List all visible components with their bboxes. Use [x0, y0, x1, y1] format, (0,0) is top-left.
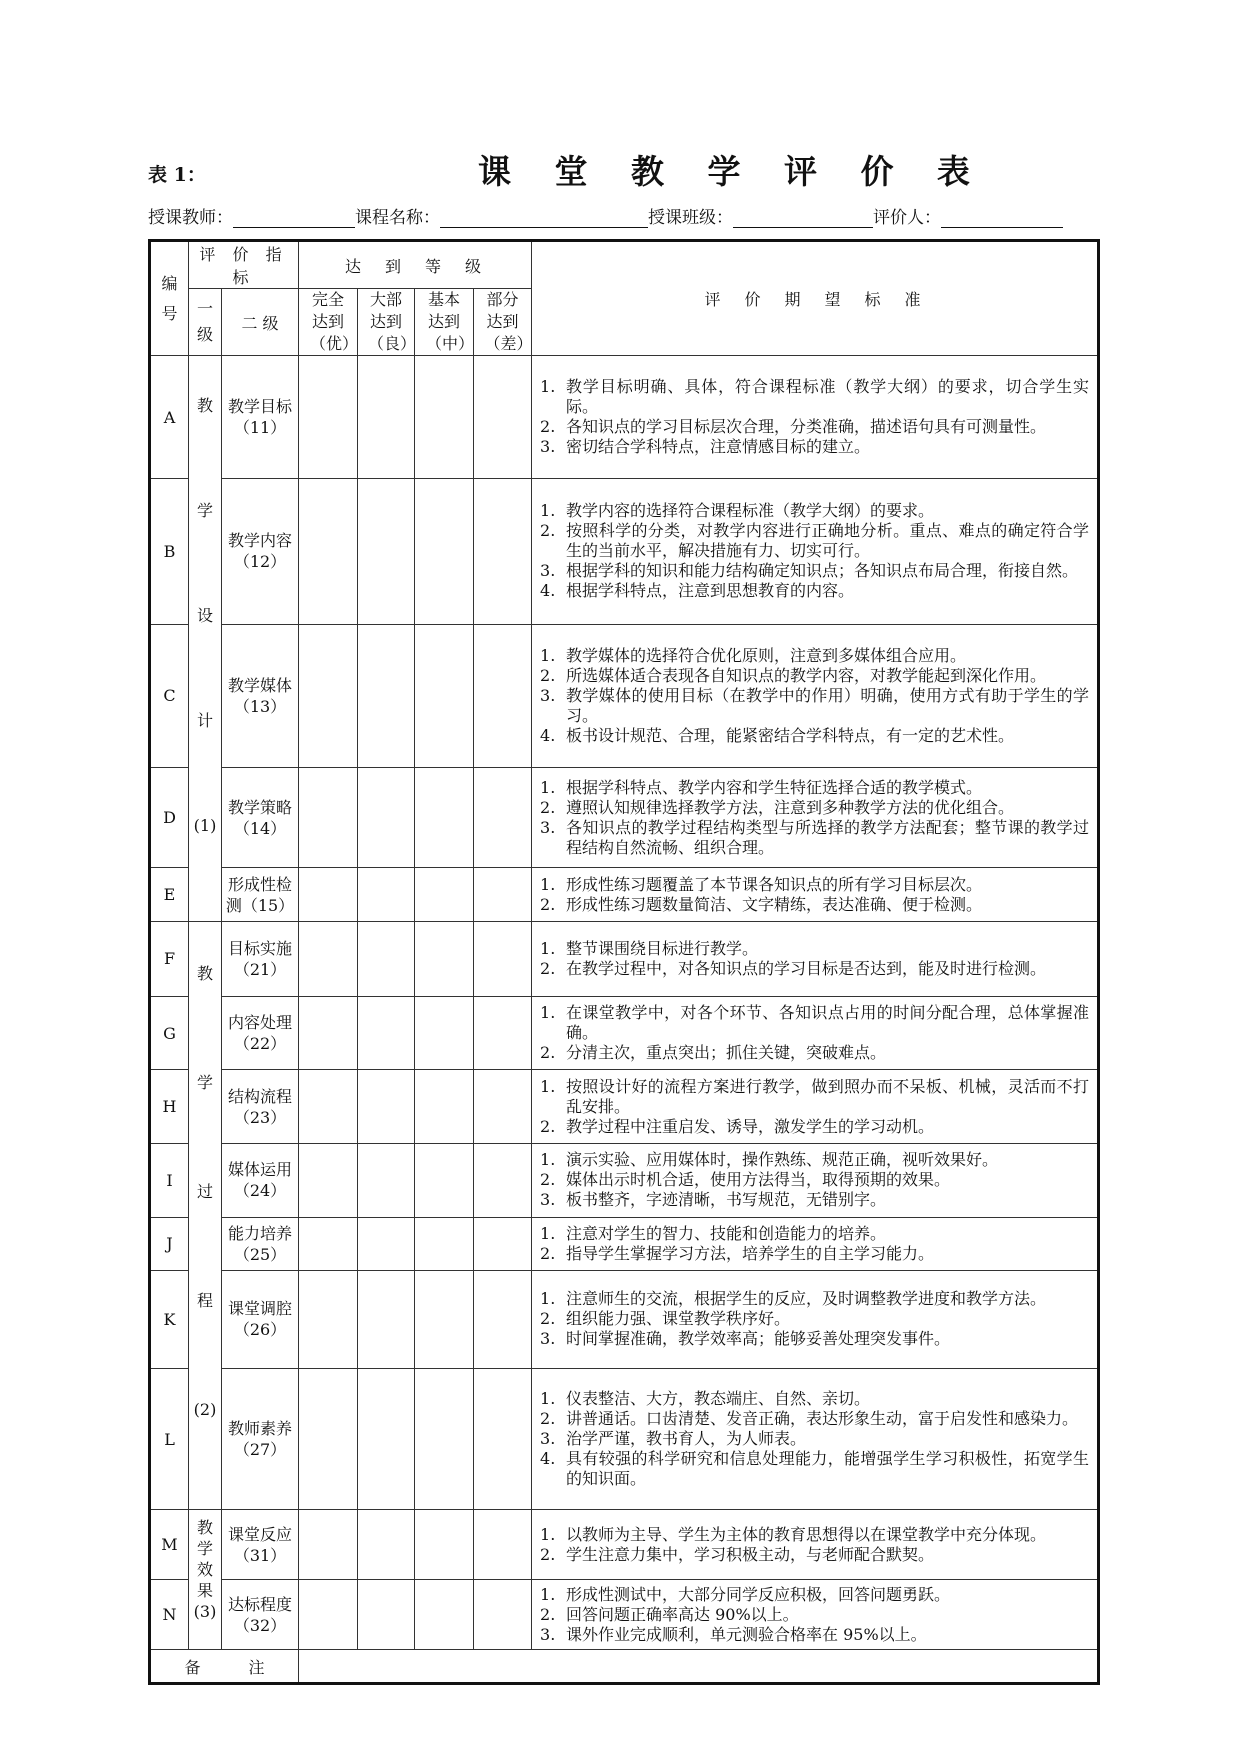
- standard-item-text: 形成性练习题覆盖了本节课各知识点的所有学习目标层次。: [566, 874, 983, 894]
- standard-cell: [532, 479, 1099, 625]
- grade-b-cell[interactable]: [358, 1217, 415, 1270]
- col-grade-a-header: [299, 289, 358, 356]
- table-row: [150, 922, 1099, 997]
- group-char: 计: [196, 711, 213, 730]
- standard-item: [540, 1584, 1089, 1605]
- page-title: 课 堂 教 学 评 价 表: [478, 152, 986, 191]
- course-blank[interactable]: [440, 209, 648, 228]
- standard-item-text: 仪表整洁、大方，教态端庄、自然、亲切。: [566, 1389, 871, 1409]
- standard-item-text: 媒体出示时机合适，使用方法得当，取得预期的效果。: [566, 1170, 951, 1190]
- standard-item-text: 各知识点的学习目标层次合理，分类准确，描述语句具有可测量性。: [566, 417, 1047, 437]
- standard-list: [540, 1289, 1089, 1349]
- standard-item-number: 2.: [540, 521, 556, 541]
- standard-item: [540, 417, 1089, 437]
- row-id: H: [150, 1070, 189, 1144]
- standard-item-text: 课外作业完成顺利，单元测验合格率在 95%以上。: [566, 1624, 927, 1644]
- group-char: (3): [193, 1602, 217, 1621]
- row-sub-indicator: 能力培养（25）: [222, 1217, 299, 1270]
- evaluator-label: 评价人：: [873, 208, 941, 228]
- standard-list: [540, 1150, 1089, 1210]
- col-grade-c-header: [415, 289, 474, 356]
- grade-d-cell[interactable]: [474, 1580, 532, 1650]
- standard-item: [540, 1116, 1089, 1137]
- standard-item: [540, 561, 1089, 581]
- standard-item: [540, 1389, 1089, 1409]
- group-char: 教: [196, 1518, 213, 1537]
- standard-cell: [532, 1143, 1099, 1217]
- table-row: [150, 996, 1099, 1070]
- standard-item-number: 4.: [540, 1449, 556, 1469]
- col-grade-d-header: [474, 289, 532, 356]
- grade-a-cell[interactable]: [299, 1070, 358, 1144]
- standard-list: [540, 377, 1090, 457]
- standard-item: [540, 1409, 1089, 1429]
- grade-b-text: 大部达到（良）: [368, 290, 417, 353]
- grade-a-cell[interactable]: [299, 868, 358, 922]
- standard-item: [540, 958, 1089, 979]
- grade-d-cell[interactable]: [474, 1217, 532, 1270]
- row-id: E: [150, 868, 189, 922]
- standard-item: [540, 1043, 1089, 1063]
- standard-item-number: 1.: [540, 938, 556, 958]
- course-label: 课程名称：: [355, 208, 440, 228]
- standard-item-text: 教学内容的选择符合课程标准（教学大纲）的要求。: [566, 501, 935, 521]
- standard-item-text: 按照设计好的流程方案进行教学，做到照办而不呆板、机械，灵活而不打乱安排。: [566, 1076, 1090, 1116]
- grade-c-cell[interactable]: [415, 767, 474, 868]
- standard-item: [540, 521, 1090, 561]
- standard-item-number: 1.: [540, 1003, 556, 1022]
- document-header: [148, 146, 1098, 194]
- group-char: 设: [196, 606, 213, 625]
- standard-item-text: 教学媒体的选择符合优化原则，注意到多媒体组合应用。: [566, 645, 967, 665]
- standard-item-text: 整节课围绕目标进行教学。: [566, 938, 759, 958]
- row-sub-indicator: 教学策略（14）: [222, 767, 299, 868]
- row-id: F: [150, 922, 189, 997]
- grade-b-cell[interactable]: [358, 922, 415, 997]
- standard-item: [540, 645, 1089, 666]
- grade-c-cell[interactable]: [415, 1510, 474, 1580]
- standard-item-number: 1.: [540, 1223, 556, 1243]
- standard-cell: [532, 1070, 1099, 1144]
- standard-item: [540, 725, 1089, 746]
- standard-item: [540, 1289, 1089, 1309]
- table-row: [150, 1070, 1099, 1144]
- grade-a-text: 完全达到（优）: [310, 290, 359, 353]
- group-char: 果: [196, 1581, 213, 1600]
- standard-cell: [532, 1270, 1099, 1368]
- grade-a-cell[interactable]: [299, 356, 358, 479]
- standard-item-number: 1.: [540, 1584, 556, 1604]
- standard-item-text: 注意对学生的智力、技能和创造能力的培养。: [566, 1223, 887, 1243]
- class-label: 授课班级：: [648, 208, 733, 228]
- row-sub-indicator: 教师素养（27）: [222, 1369, 299, 1510]
- row-id: J: [150, 1217, 189, 1270]
- row-sub-indicator: 教学内容（12）: [222, 479, 299, 625]
- standard-item-number: 3.: [540, 1329, 556, 1349]
- standard-item-text: 教学目标明确、具体，符合课程标准（教学大纲）的要求，切合学生实际。: [566, 377, 1090, 417]
- group-char: 过: [196, 1182, 213, 1201]
- grade-d-cell[interactable]: [474, 922, 532, 997]
- standard-item-number: 1.: [540, 1289, 556, 1309]
- standard-item: [540, 874, 1089, 895]
- standard-item-number: 1.: [540, 1150, 556, 1170]
- grade-b-cell[interactable]: [358, 1369, 415, 1510]
- standard-item: [540, 1223, 1089, 1244]
- standard-item: [540, 797, 1089, 818]
- col-number-header: [150, 241, 189, 356]
- grade-d-cell[interactable]: [474, 1270, 532, 1368]
- row-id: N: [150, 1580, 189, 1650]
- grade-b-cell[interactable]: [358, 624, 415, 767]
- grade-d-cell[interactable]: [474, 1070, 532, 1144]
- col-grade-header: 达 到 等 级: [299, 241, 532, 289]
- standard-item-number: 3.: [540, 1190, 556, 1210]
- standard-item-text: 学生注意力集中，学习积极主动，与老师配合默契。: [566, 1544, 935, 1564]
- grade-c-cell[interactable]: [415, 1217, 474, 1270]
- teacher-blank[interactable]: [233, 209, 355, 228]
- group-level-one: [189, 356, 222, 922]
- row-id: K: [150, 1270, 189, 1368]
- col-standard-header: 评 价 期 望 标 准: [532, 241, 1099, 356]
- standard-item: [540, 1624, 1089, 1645]
- row-id: M: [150, 1510, 189, 1580]
- standard-item-number: 2.: [540, 417, 556, 437]
- grade-d-cell[interactable]: [474, 767, 532, 868]
- standard-item-number: 1.: [540, 1389, 556, 1409]
- grade-c-cell[interactable]: [415, 1143, 474, 1217]
- col-indicator-header: 评 价 指 标: [189, 241, 299, 289]
- grade-d-cell[interactable]: [474, 356, 532, 479]
- standard-item-number: 1.: [540, 1076, 556, 1096]
- grade-b-cell[interactable]: [358, 767, 415, 868]
- table-row: [150, 1580, 1099, 1650]
- standard-item-text: 讲普通话。口齿清楚、发音正确，表达形象生动，富于启发性和感染力。: [566, 1409, 1079, 1429]
- standard-cell: [532, 868, 1099, 922]
- grade-a-cell[interactable]: [299, 767, 358, 868]
- standard-item-number: 2.: [540, 1309, 556, 1329]
- grade-c-text: 基本达到（中）: [426, 290, 475, 353]
- grade-d-cell[interactable]: [474, 624, 532, 767]
- table-row: [150, 1369, 1099, 1510]
- standard-cell: [532, 1369, 1099, 1510]
- standard-item-number: 2.: [540, 1409, 556, 1429]
- standard-item-number: 2.: [540, 1043, 556, 1062]
- standard-list: [540, 1584, 1089, 1645]
- standard-item-number: 4.: [540, 725, 556, 745]
- row-sub-indicator: 媒体运用（24）: [222, 1143, 299, 1217]
- standard-item: [540, 1604, 1089, 1625]
- standard-item: [540, 1170, 1089, 1190]
- standard-item-number: 1.: [540, 645, 556, 665]
- standard-item-text: 教学过程中注重启发、诱导，激发学生的学习动机。: [566, 1116, 935, 1136]
- group-char: 学: [196, 1073, 213, 1092]
- row-sub-indicator: 达标程度（32）: [222, 1580, 299, 1650]
- grade-b-cell[interactable]: [358, 1270, 415, 1368]
- standard-item-text: 在课堂教学中，对各个环节、各知识点占用的时间分配合理，总体掌握准确。: [566, 1003, 1090, 1042]
- table-row: [150, 1270, 1099, 1368]
- standard-item-number: 3.: [540, 437, 556, 457]
- standard-item-number: 3.: [540, 817, 556, 837]
- standard-item-text: 治学严谨，教书育人，为人师表。: [566, 1429, 807, 1449]
- group-level-one: [189, 1510, 222, 1650]
- standard-list: [540, 501, 1090, 601]
- table-row: [150, 1217, 1099, 1270]
- row-sub-indicator: 结构流程（23）: [222, 1070, 299, 1144]
- group-char: 教: [196, 396, 213, 415]
- standard-item-number: 1.: [540, 1524, 556, 1544]
- row-sub-indicator: 课堂调腔（26）: [222, 1270, 299, 1368]
- row-id: A: [150, 356, 189, 479]
- standard-list: [540, 1524, 1089, 1565]
- grade-b-cell[interactable]: [358, 479, 415, 625]
- grade-c-cell[interactable]: [415, 996, 474, 1070]
- standard-item-number: 4.: [540, 581, 556, 601]
- col-grade-b-header: [358, 289, 415, 356]
- standard-item: [540, 1076, 1090, 1117]
- table-label: 表 1：: [148, 164, 206, 186]
- grade-d-cell[interactable]: [474, 996, 532, 1070]
- standard-item: [540, 377, 1090, 417]
- standard-item-number: 2.: [540, 1116, 556, 1136]
- standard-item: [540, 501, 1089, 521]
- standard-item-number: 2.: [540, 894, 556, 914]
- teacher-label: 授课教师：: [148, 208, 233, 228]
- standard-item-number: 3.: [540, 1624, 556, 1644]
- standard-item-number: 1.: [540, 501, 556, 521]
- grade-c-cell[interactable]: [415, 1580, 474, 1650]
- standard-item-text: 分清主次，重点突出；抓住关键，突破难点。: [566, 1043, 887, 1062]
- standard-item-number: 2.: [540, 797, 556, 817]
- standard-list: [540, 777, 1090, 858]
- standard-item-text: 根据学科特点、教学内容和学生特征选择合适的教学模式。: [566, 777, 983, 797]
- standard-item-text: 板书整齐，字迹清晰，书写规范，无错别字。: [566, 1190, 887, 1210]
- number-header-text: 编号: [161, 273, 178, 323]
- standard-cell: [532, 1510, 1099, 1580]
- grade-d-cell[interactable]: [474, 479, 532, 625]
- row-sub-indicator: 内容处理（22）: [222, 996, 299, 1070]
- standard-item: [540, 1150, 1089, 1170]
- standard-cell: [532, 1217, 1099, 1270]
- standard-item-number: 3.: [540, 685, 556, 705]
- standard-item-text: 根据学科特点，注意到思想教育的内容。: [566, 581, 855, 601]
- grade-d-text: 部分达到（差）: [484, 290, 533, 353]
- standard-item: [540, 938, 1089, 959]
- grade-a-cell[interactable]: [299, 479, 358, 625]
- group-char: (1): [193, 816, 217, 835]
- standard-item-number: 2.: [540, 1604, 556, 1624]
- grade-c-cell[interactable]: [415, 922, 474, 997]
- standard-cell: [532, 1580, 1099, 1650]
- evaluator-blank[interactable]: [941, 209, 1063, 228]
- standard-item-number: 2.: [540, 1544, 556, 1564]
- standard-list: [540, 645, 1090, 746]
- standard-item-text: 演示实验、应用媒体时，操作熟练、规范正确，视听效果好。: [566, 1150, 999, 1170]
- standard-item-text: 遵照认知规律选择教学方法，注意到多种教学方法的优化组合。: [566, 797, 1015, 817]
- table-row: [150, 1510, 1099, 1580]
- standard-item-text: 组织能力强、课堂教学秩序好。: [566, 1309, 791, 1329]
- group-char: 学: [196, 1539, 213, 1558]
- standard-cell: [532, 767, 1099, 868]
- grade-c-cell[interactable]: [415, 1070, 474, 1144]
- standard-item: [540, 1544, 1089, 1565]
- standard-item: [540, 581, 1089, 601]
- grade-b-cell[interactable]: [358, 1510, 415, 1580]
- info-row: [148, 203, 1098, 228]
- standard-list: [540, 938, 1089, 979]
- remarks-label: 备 注: [150, 1650, 299, 1684]
- standard-list: [540, 874, 1089, 915]
- grade-b-cell[interactable]: [358, 356, 415, 479]
- standard-item-text: 注意师生的交流，根据学生的反应，及时调整教学进度和教学方法。: [566, 1289, 1047, 1309]
- level-one-text: 一级: [197, 299, 214, 344]
- standard-item-text: 根据学科的知识和能力结构确定知识点；各知识点布局合理，衔接自然。: [566, 561, 1079, 581]
- group-char: 程: [196, 1291, 213, 1310]
- row-id: D: [150, 767, 189, 868]
- standard-item-number: 2.: [540, 665, 556, 685]
- grade-d-cell[interactable]: [474, 1143, 532, 1217]
- standard-item-number: 1.: [540, 377, 556, 397]
- row-id: G: [150, 996, 189, 1070]
- grade-a-cell[interactable]: [299, 1217, 358, 1270]
- col-level-two-header: 二 级: [222, 289, 299, 356]
- grade-b-cell[interactable]: [358, 1070, 415, 1144]
- standard-cell: [532, 356, 1099, 479]
- standard-item: [540, 1190, 1089, 1210]
- standard-item-number: 3.: [540, 1429, 556, 1449]
- grade-a-cell[interactable]: [299, 1143, 358, 1217]
- standard-item-text: 各知识点的教学过程结构类型与所选择的教学方法配套；整节课的教学过程结构自然流畅、组织合理。: [566, 817, 1090, 857]
- row-sub-indicator: 目标实施（21）: [222, 922, 299, 997]
- standard-item-text: 密切结合学科特点，注意情感目标的建立。: [566, 437, 871, 457]
- standard-cell: [532, 996, 1099, 1070]
- standard-item: [540, 1524, 1089, 1545]
- table-row: [150, 624, 1099, 767]
- grade-b-cell[interactable]: [358, 1580, 415, 1650]
- standard-item-number: 2.: [540, 1170, 556, 1190]
- row-id: L: [150, 1369, 189, 1510]
- standard-list: [540, 1003, 1090, 1063]
- standard-cell: [532, 922, 1099, 997]
- grade-c-cell[interactable]: [415, 868, 474, 922]
- row-id: I: [150, 1143, 189, 1217]
- grade-b-cell[interactable]: [358, 868, 415, 922]
- table-row: [150, 356, 1099, 479]
- group-char: (2): [193, 1400, 217, 1419]
- standard-item-text: 教学媒体的使用目标（在教学中的作用）明确，使用方式有助于学生的学习。: [566, 685, 1090, 725]
- grade-a-cell[interactable]: [299, 1580, 358, 1650]
- standard-item: [540, 817, 1090, 858]
- grade-c-cell[interactable]: [415, 1270, 474, 1368]
- standard-item: [540, 1243, 1089, 1264]
- group-char: 学: [196, 501, 213, 520]
- row-sub-indicator: 教学媒体（13）: [222, 624, 299, 767]
- remarks-field[interactable]: [299, 1650, 1099, 1684]
- col-level-one-header: [189, 289, 222, 356]
- standard-list: [540, 1223, 1089, 1264]
- standard-item-text: 所选媒体适合表现各自知识点的教学内容，对教学能起到深化作用。: [566, 665, 1047, 685]
- grade-c-cell[interactable]: [415, 1369, 474, 1510]
- table-row: [150, 1143, 1099, 1217]
- standard-item-number: 3.: [540, 561, 556, 581]
- grade-b-cell[interactable]: [358, 996, 415, 1070]
- table-row: [150, 479, 1099, 625]
- standard-item-text: 板书设计规范、合理，能紧密结合学科特点，有一定的艺术性。: [566, 725, 1015, 745]
- standard-item-text: 具有较强的科学研究和信息处理能力，能增强学生学习积极性，拓宽学生的知识面。: [566, 1449, 1090, 1489]
- standard-item-number: 1.: [540, 874, 556, 894]
- standard-item-number: 1.: [540, 777, 556, 797]
- standard-item-number: 2.: [540, 1243, 556, 1263]
- standard-item-text: 按照科学的分类，对教学内容进行正确地分析。重点、难点的确定符合学生的当前水平，解决措施有力、切实可行。: [566, 521, 1090, 561]
- row-sub-indicator: 课堂反应（31）: [222, 1510, 299, 1580]
- standard-item: [540, 1003, 1090, 1043]
- grade-d-cell[interactable]: [474, 868, 532, 922]
- group-level-one: [189, 922, 222, 1510]
- grade-a-cell[interactable]: [299, 1510, 358, 1580]
- grade-a-cell[interactable]: [299, 1369, 358, 1510]
- standard-item-text: 以教师为主导、学生为主体的教育思想得以在课堂教学中充分体现。: [566, 1524, 1047, 1544]
- row-id: C: [150, 624, 189, 767]
- grade-c-cell[interactable]: [415, 479, 474, 625]
- grade-a-cell[interactable]: [299, 1270, 358, 1368]
- standard-item: [540, 665, 1089, 686]
- standard-item: [540, 1449, 1090, 1489]
- table-row: [150, 767, 1099, 868]
- standard-item-text: 时间掌握准确，教学效率高；能够妥善处理突发事件。: [566, 1329, 951, 1349]
- standard-item-text: 指导学生掌握学习方法，培养学生的自主学习能力。: [566, 1243, 935, 1263]
- grade-a-cell[interactable]: [299, 922, 358, 997]
- group-char: 教: [196, 964, 213, 983]
- row-sub-indicator: 形成性检测（15）: [222, 868, 299, 922]
- standard-item: [540, 777, 1089, 798]
- evaluation-table: [148, 239, 1100, 1685]
- standard-item: [540, 437, 1089, 457]
- standard-cell: [532, 624, 1099, 767]
- standard-item: [540, 1329, 1089, 1349]
- grade-d-cell[interactable]: [474, 1369, 532, 1510]
- standard-item-text: 在教学过程中，对各知识点的学习目标是否达到，能及时进行检测。: [566, 958, 1047, 978]
- standard-item-text: 形成性测试中，大部分同学反应积极，回答问题勇跃。: [566, 1584, 951, 1604]
- standard-list: [540, 1389, 1090, 1489]
- grade-c-cell[interactable]: [415, 356, 474, 479]
- row-id: B: [150, 479, 189, 625]
- row-sub-indicator: 教学目标（11）: [222, 356, 299, 479]
- standard-item: [540, 1309, 1089, 1329]
- standard-item: [540, 1429, 1089, 1449]
- grade-a-cell[interactable]: [299, 624, 358, 767]
- remarks-row: [150, 1650, 1099, 1684]
- table-row: [150, 868, 1099, 922]
- group-char: 效: [196, 1560, 213, 1579]
- standard-item-text: 形成性练习题数量简洁、文字精练，表达准确、便于检测。: [566, 894, 983, 914]
- grade-d-cell[interactable]: [474, 1510, 532, 1580]
- grade-b-cell[interactable]: [358, 1143, 415, 1217]
- standard-item-text: 回答问题正确率高达 90%以上。: [566, 1604, 799, 1624]
- standard-item: [540, 685, 1090, 726]
- grade-c-cell[interactable]: [415, 624, 474, 767]
- standard-item: [540, 894, 1089, 915]
- grade-a-cell[interactable]: [299, 996, 358, 1070]
- class-blank[interactable]: [733, 209, 873, 228]
- standard-list: [540, 1076, 1090, 1137]
- standard-item-number: 2.: [540, 958, 556, 978]
